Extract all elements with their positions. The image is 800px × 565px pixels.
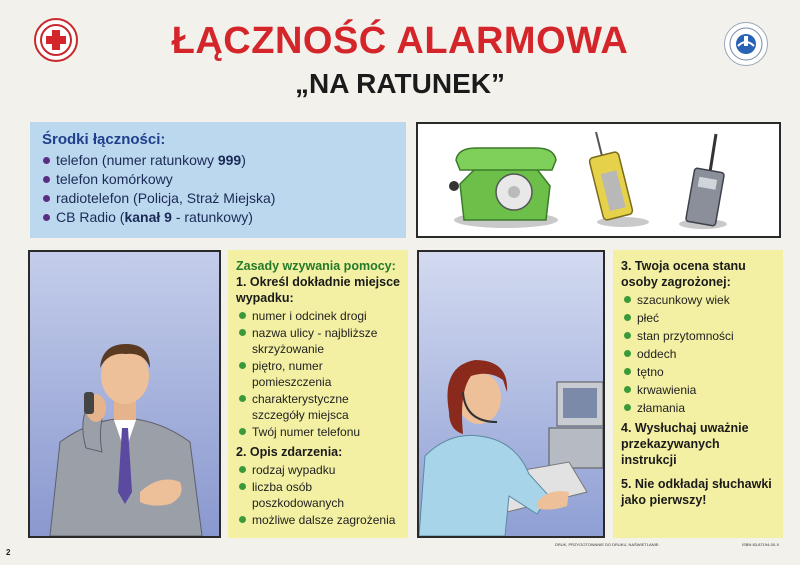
list-item: oddech [621,346,775,362]
list-item: możliwe dalsze zagrożenia [236,512,400,528]
list-item: stan przytomności [621,328,775,344]
event-list [236,462,400,528]
isbn-label: ISBN 83-87194-00-X [742,542,780,547]
help-rules-panel [228,250,408,538]
location-list [236,308,400,440]
list-item: rodzaj wypadku [236,462,400,478]
print-note: DRUK, PRZYGOTOWANIE DO DRUKU, NAŚWIETLANIE: [555,542,660,547]
list-item: liczba osób poszkodowanych [236,479,400,511]
list-item: numer i odcinek drogi [236,308,400,324]
phones-illustration [416,122,781,238]
page-title: ŁĄCZNOŚĆ ALARMOWA [171,20,629,62]
list-item: radiotelefon (Policja, Straż Miejska) [42,189,394,208]
assessment-list [621,292,775,416]
list-item: CB Radio (kanał 9 - ratunkowy) [42,208,394,227]
list-item: telefon (numer ratunkowy 999) [42,151,394,170]
mobile-phone-icon [589,132,649,227]
section-assessment-heading: 3. Twoja ocena stanu osoby zagrożonej: [621,259,746,289]
list-item: nazwa ulicy - najbliższe skrzyżowanie [236,325,400,357]
communication-means-list [42,151,394,227]
list-item: płeć [621,310,775,326]
list-item: krwawienia [621,382,775,398]
operator-illustration [417,250,605,538]
communication-means-heading: Środki łączności: [42,131,166,148]
list-item: szacunkowy wiek [621,292,775,308]
list-item: złamania [621,400,775,416]
radiotelephone-icon [679,134,727,229]
communication-means-box [30,122,406,238]
page-subtitle: „NA RATUNEK” [295,68,505,99]
section-hangup-heading: 5. Nie odkładaj słuchawki jako pierwszy! [621,477,772,507]
list-item: tętno [621,364,775,380]
section-listen-heading: 4. Wysłuchaj uważnie przekazywanych instrukcji [621,421,749,467]
section-location-heading: 1. Określ dokładnie miejsce wypadku: [236,275,400,305]
help-rules-heading: Zasady wzywania pomocy: [236,259,396,273]
caller-illustration [28,250,221,538]
rescue-emblem-icon [724,22,768,66]
list-item: charakterystyczne szczegóły miejsca [236,391,400,423]
list-item: Twój numer telefonu [236,424,400,440]
list-item: telefon komórkowy [42,170,394,189]
page-number: 2 [6,548,11,557]
assessment-panel [613,250,783,538]
section-event-heading: 2. Opis zdarzenia: [236,445,343,459]
list-item: piętro, numer pomieszczenia [236,358,400,390]
rotary-phone-icon [449,148,558,228]
